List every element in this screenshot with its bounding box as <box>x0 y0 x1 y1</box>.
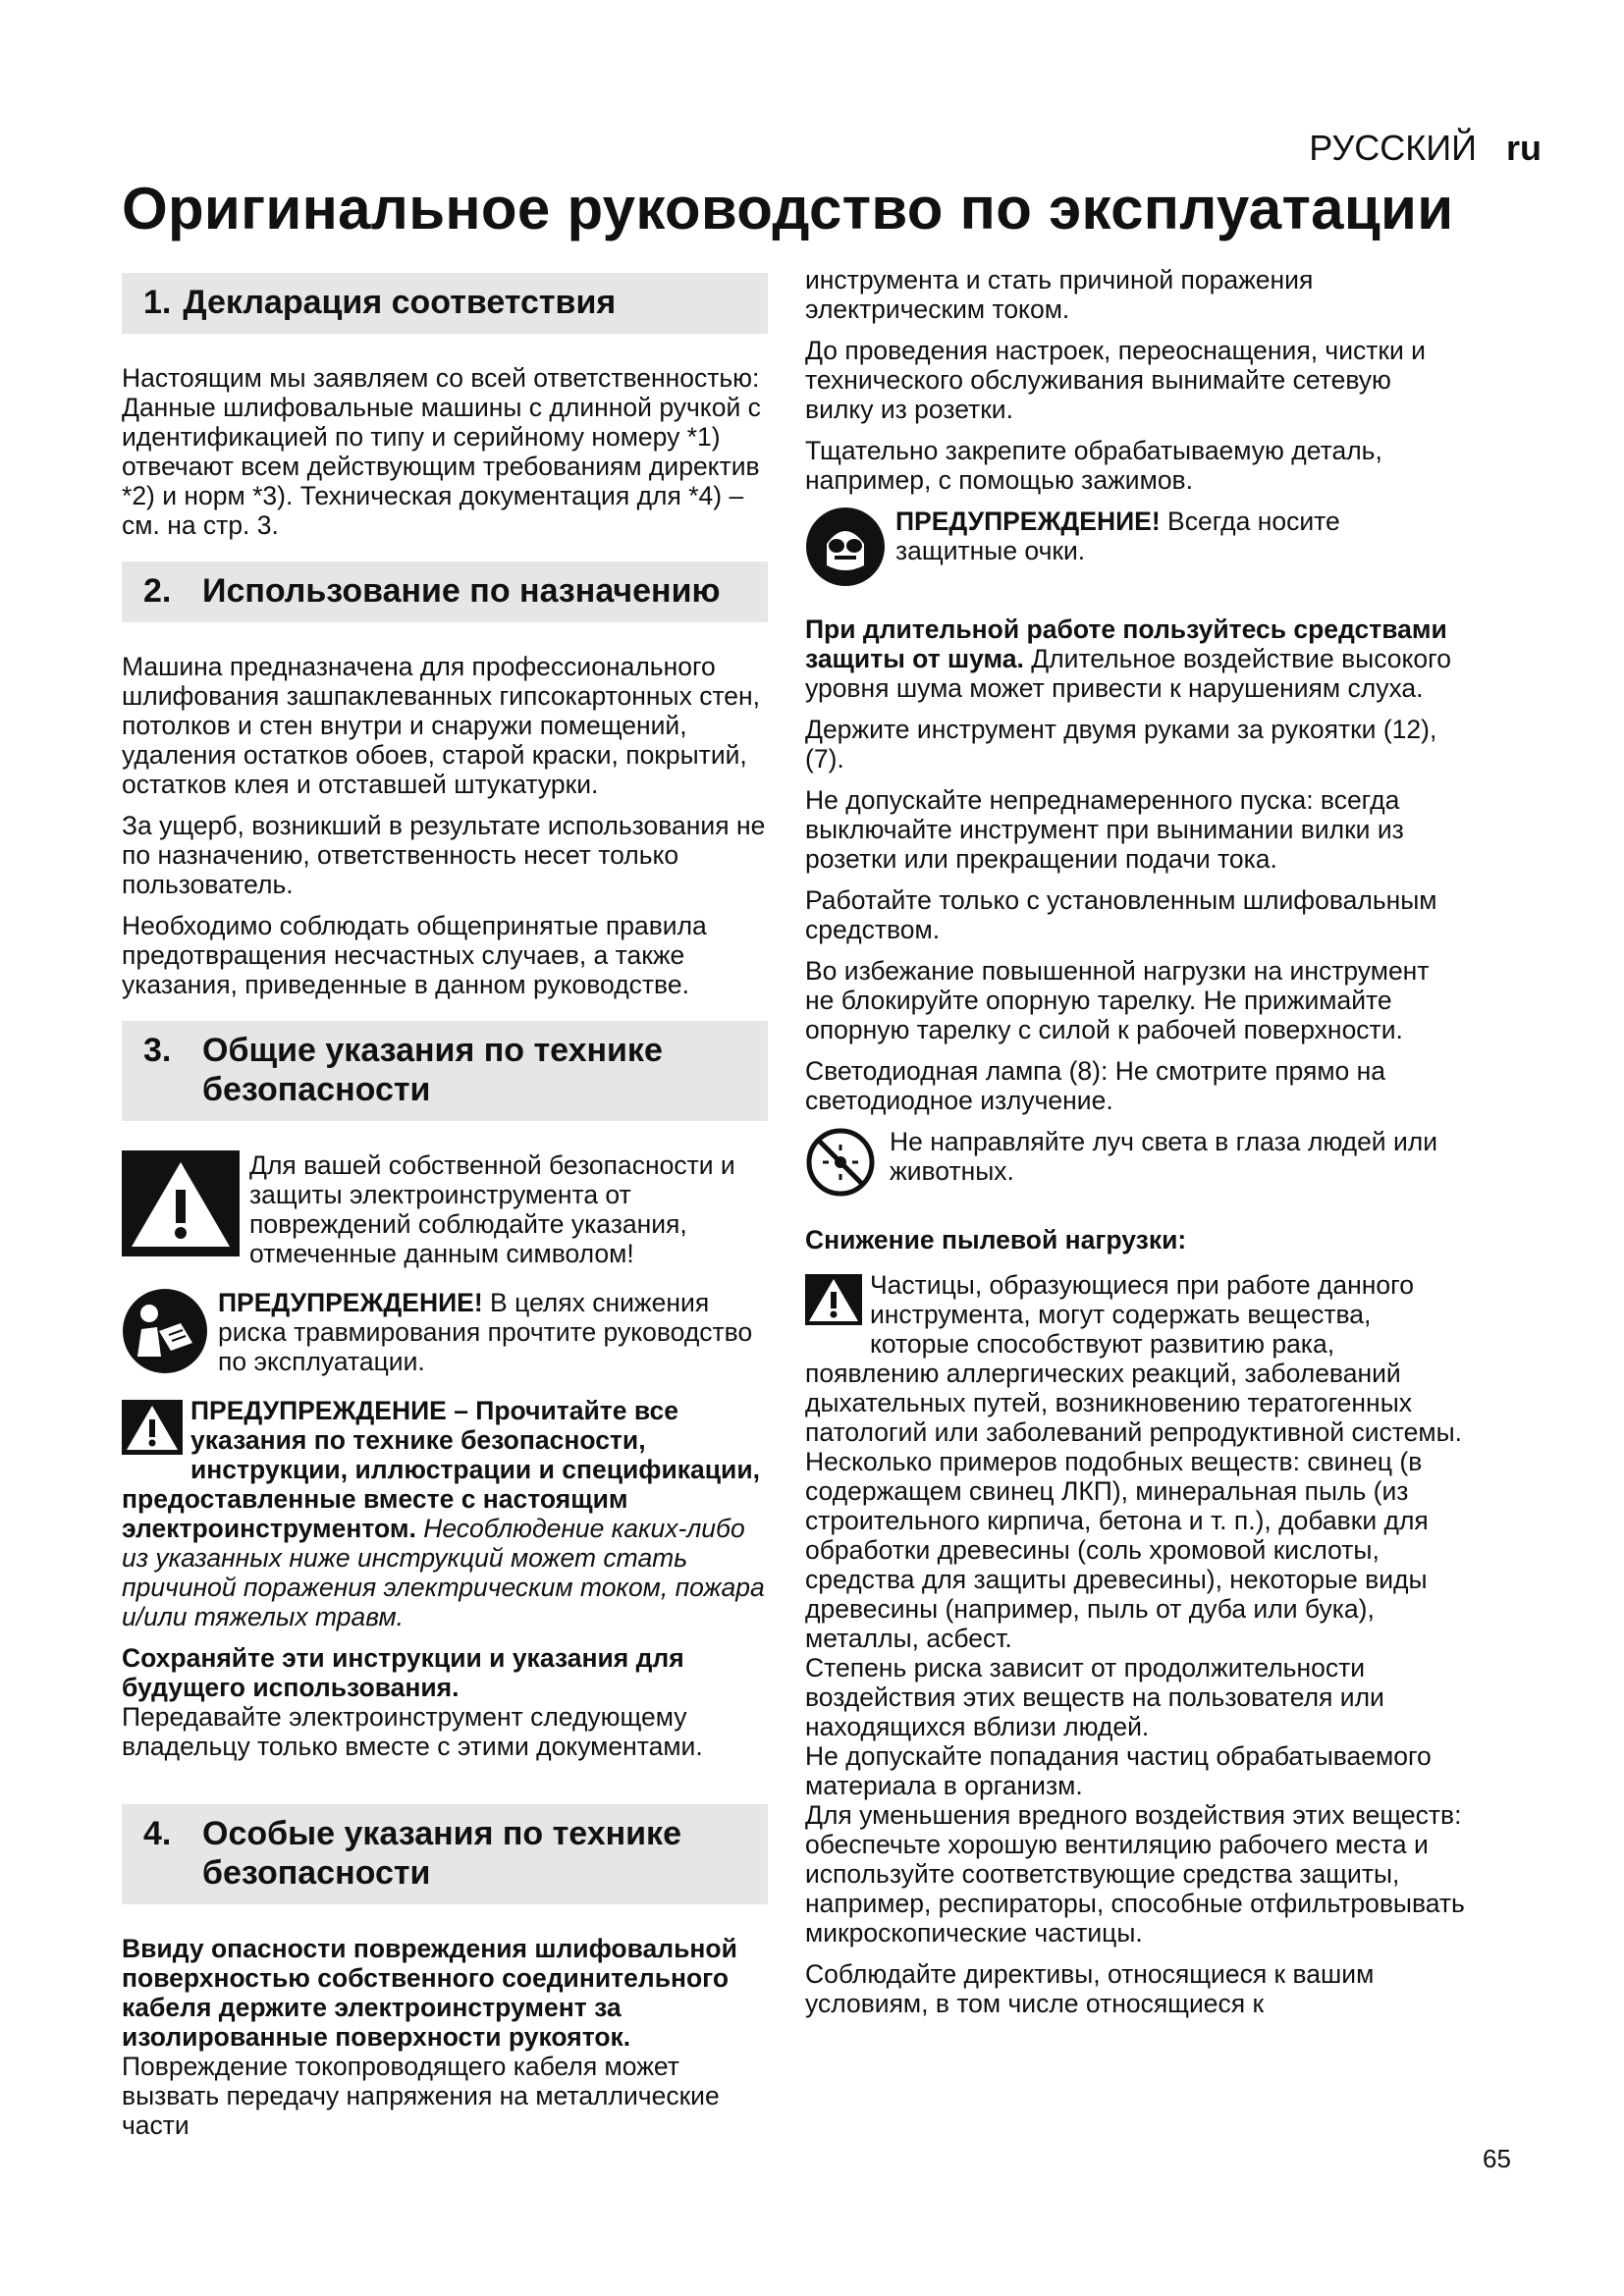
read-manual-icon <box>122 1288 208 1380</box>
paragraph: Машина предназначена для профессионального шлифования зашпаклеванных гипсокартонных стен, потолков и стен внутри и снаружи помещений, удаления остатков обоев, старой краски, покрытий, остатков клея и отставшей штукатурки. <box>122 652 761 799</box>
section-number: 1. <box>143 284 172 321</box>
language-code: ru <box>1506 128 1542 168</box>
read-manual-notice <box>122 1288 768 1388</box>
cable-warning-text: Повреждение токопроводящего кабеля может вызвать передачу напряжения на металлические части <box>122 2052 720 2140</box>
language-name: РУССКИЙ <box>1309 128 1477 168</box>
warning-text: В целях снижения риска травмирования прочтите руководство по эксплуатации. <box>218 1288 753 1376</box>
paragraph: Не допускайте непреднамеренного пуска: всегда выключайте инструмент при вынимании вилки из розетки или прекращении подачи тока. <box>805 785 1404 874</box>
paragraph: Передавайте электроинструмент следующему владельцу только вместе с этими документами. <box>122 1702 703 1761</box>
warning-text: Всегда носите защитные очки. <box>895 507 1340 565</box>
page-number: 65 <box>1483 2144 1511 2173</box>
page-title: Оригинальное руководство по эксплуатации <box>122 176 1454 241</box>
led-notice <box>805 1127 1465 1203</box>
declaration-text: Настоящим мы заявляем со всей ответственностью: Данные шлифовальные машины с длинной ручкой с идентификацией по типу и серийному номеру *1) отвечают всем действующим требованиям директив *2) и норм *3). Техническая документация для *4) – см. на стр. 3. <box>122 363 761 540</box>
paragraph: Светодиодная лампа (8): Не смотрите прямо на светодиодное излучение. <box>805 1056 1386 1115</box>
section-number: 4. <box>143 1815 172 1852</box>
paragraph: инструмента и стать причиной поражения электрическим током. <box>805 265 1314 324</box>
paragraph: За ущерб, возникший в результате использования не по назначению, ответственность несет только пользователь. <box>122 811 766 899</box>
paragraph: Степень риска зависит от продолжительности воздействия этих веществ на пользователя или находящихся вблизи людей. <box>805 1653 1384 1741</box>
warning-triangle-icon <box>805 1274 862 1331</box>
section-2-heading <box>122 561 768 622</box>
paragraph: Работайте только с установленным шлифовальным средством. <box>805 885 1437 944</box>
section-4-heading <box>122 1804 768 1904</box>
general-warning <box>122 1396 768 1631</box>
paragraph: Во избежание повышенной нагрузки на инструмент не блокируйте опорную тарелку. Не прижимайте опорную тарелку с силой к рабочей поверхности. <box>805 956 1430 1044</box>
warning-triangle-icon <box>122 1150 240 1262</box>
paragraph: До проведения настроек, переоснащения, чистки и технического обслуживания вынимайте сетевую вилку из розетки. <box>805 336 1426 424</box>
dust-text: Частицы, образующиеся при работе данного инструмента, могут содержать вещества, которые способствуют развитию рака, появлению аллергических реакций, заболеваний дыхательных путей, возникновению тератогенных патологий или заболеваний репродуктивной системы. Несколько примеров подобных веществ: свинец (в содержащем свинец ЛКП), минеральная пыль (из строительного кирпича, бетона и т. п.), добавки для обработки древесины (соль хромовой кислоты, средства для защиты древесины), некоторые виды древесины (например, пыль от дуба или бука), металлы, асбест. <box>805 1270 1462 1653</box>
paragraph: Необходимо соблюдать общепринятые правила предотвращения несчастных случаев, а также указания, приведенные в данном руководстве. <box>122 911 707 999</box>
section-1-heading <box>122 273 768 334</box>
noise-warning-text: Длительное воздействие высокого уровня шума может привести к нарушениям слуха. <box>805 644 1451 703</box>
noise-warning-bold: При длительной работе пользуйтесь средствами защиты от шума. <box>805 614 1447 673</box>
warning-label: ПРЕДУПРЕЖДЕНИЕ! <box>895 507 1161 536</box>
warning-notice <box>122 1150 768 1280</box>
dust-block <box>805 1270 1465 1948</box>
language-label <box>1227 128 1542 177</box>
paragraph: Держите инструмент двумя руками за рукоятки (12), (7). <box>805 715 1437 774</box>
paragraph: Не допускайте попадания частиц обрабатываемого материала в организм. <box>805 1741 1432 1800</box>
warning-bold-text: ПРЕДУПРЕЖДЕНИЕ – Прочитайте все указания по технике безопасности, инструкции, иллюстрации и спецификации, предоставленные вместе с настоящим электроинструментом. <box>122 1396 760 1543</box>
warning-italic-text: Несоблюдение каких-либо из указанных ниже инструкций может стать причиной поражения электрическим током, пожара и/или тяжелых травм. <box>122 1514 765 1631</box>
section-title: Особые указания по технике безопасности <box>202 1815 681 1892</box>
warning-triangle-icon <box>122 1400 183 1461</box>
section-number: 3. <box>143 1032 172 1069</box>
goggles-notice <box>805 507 1465 593</box>
paragraph: Для уменьшения вредного воздействия этих веществ: обеспечьте хорошую вентиляцию рабочего места и используйте соответствующие средства защиты, например, респираторы, способные отфильтровывать микроскопические частицы. <box>805 1800 1465 1948</box>
no-direct-look-icon <box>805 1127 876 1203</box>
section-number: 2. <box>143 572 172 610</box>
section-title: Декларация соответствия <box>183 284 617 321</box>
paragraph: Не направляйте луч света в глаза людей или животных. <box>890 1127 1438 1186</box>
safety-goggles-icon <box>805 507 886 593</box>
section-title: Использование по назначению <box>202 572 721 610</box>
paragraph: Сохраняйте эти инструкции и указания для будущего использования. <box>122 1643 684 1702</box>
right-column <box>805 265 1465 2030</box>
cable-warning-bold: Ввиду опасности повреждения шлифовальной поверхностью собственного соединительного кабеля держите электроинструмент за изолированные поверхности рукояток. <box>122 1934 737 2052</box>
section-title: Общие указания по технике безопасности <box>202 1032 663 1108</box>
warning-label: ПРЕДУПРЕЖДЕНИЕ! <box>218 1288 483 1317</box>
paragraph: Тщательно закрепите обрабатываемую деталь, например, с помощью зажимов. <box>805 436 1382 495</box>
paragraph: Соблюдайте директивы, относящиеся к вашим условиям, в том числе относящиеся к <box>805 1959 1375 2018</box>
paragraph: Для вашей собственной безопасности и защиты электроинструмента от повреждений соблюдайте указания, отмеченные данным символом! <box>249 1150 735 1268</box>
left-column <box>122 265 768 2152</box>
dust-heading: Снижение пылевой нагрузки: <box>805 1225 1187 1255</box>
section-3-heading <box>122 1021 768 1121</box>
